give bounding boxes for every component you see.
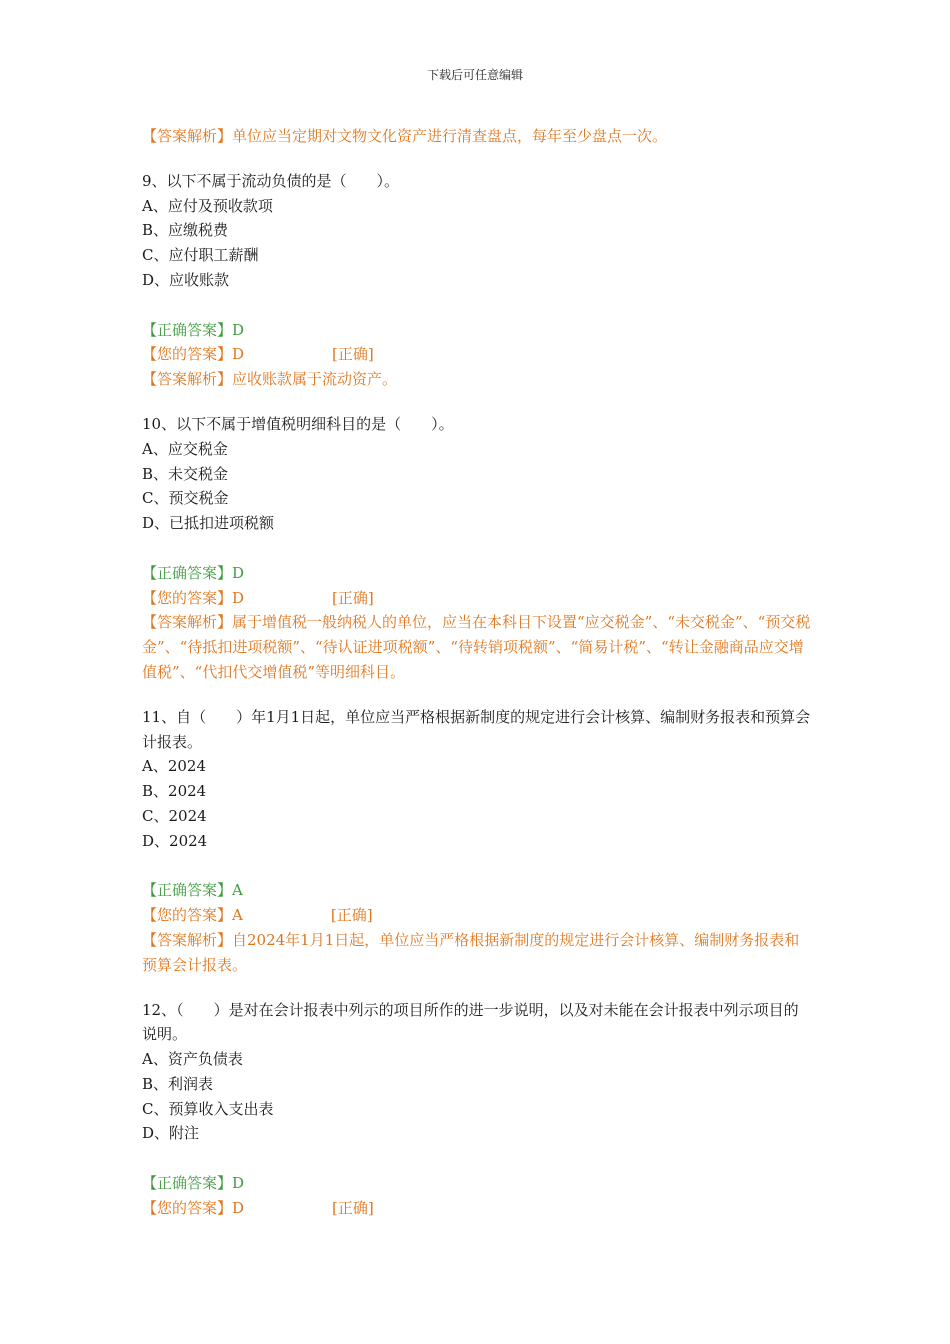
answer-analysis: 【答案解析】自2024年1月1日起，单位应当严格根据新制度的规定进行会计核算、编制财务报表和预算会计报表。 xyxy=(142,930,800,974)
question-block xyxy=(142,169,812,392)
option-c: C、预交税金 xyxy=(142,489,229,508)
question-block xyxy=(142,998,812,1221)
correct-answer: 【正确答案】D xyxy=(142,1174,245,1193)
your-answer-row xyxy=(142,342,812,367)
verdict-badge: [正确] xyxy=(330,906,373,925)
your-answer-row xyxy=(142,903,812,928)
question-block xyxy=(142,412,812,685)
option-a: A、应付及预收款项 xyxy=(142,196,273,215)
your-answer: 【您的答案】D xyxy=(142,345,245,364)
option-a: A、应交税金 xyxy=(142,439,228,458)
option-a: A、资产负债表 xyxy=(142,1050,243,1069)
option-b: B、利润表 xyxy=(142,1074,214,1093)
question-stem: 11、自（ ）年1月1日起，单位应当严格根据新制度的规定进行会计核算、编制财务报表和预算会计报表。 xyxy=(142,707,811,751)
correct-answer: 【正确答案】A xyxy=(142,881,243,900)
your-answer: 【您的答案】D xyxy=(142,588,245,607)
question-block xyxy=(142,705,812,978)
correct-answer: 【正确答案】D xyxy=(142,563,245,582)
your-answer-row xyxy=(142,1196,812,1221)
option-c: C、应付职工薪酬 xyxy=(142,246,259,265)
your-answer: 【您的答案】D xyxy=(142,1198,245,1217)
option-d: D、已抵扣进项税额 xyxy=(142,514,275,533)
your-answer: 【您的答案】A xyxy=(142,906,243,925)
option-d: D、应收账款 xyxy=(142,270,230,289)
correct-answer: 【正确答案】D xyxy=(142,320,245,339)
document-body xyxy=(142,124,812,1221)
option-d: D、2024 xyxy=(142,831,208,850)
option-d: D、附注 xyxy=(142,1124,200,1143)
your-answer-row xyxy=(142,586,812,611)
question-stem: 12、（ ）是对在会计报表中列示的项目所作的进一步说明，以及对未能在会计报表中列示项目的说明。 xyxy=(142,1000,799,1044)
option-c: C、预算收入支出表 xyxy=(142,1099,274,1118)
answer-analysis: 【答案解析】应收账款属于流动资产。 xyxy=(142,370,398,389)
option-c: C、2024 xyxy=(142,806,207,825)
verdict-badge: [正确] xyxy=(332,345,374,364)
answer-analysis: 【答案解析】属于增值税一般纳税人的单位，应当在本科目下设置“应交税金”、“未交税金”、“预交税金”、“待抵扣进项税额”、“待认证进项税额”、“待转销项税额”、“简易计税”、“转让金融商品应交增值税”、“代扣代交增值税”等明细科目。 xyxy=(142,613,811,681)
question-stem: 9、以下不属于流动负债的是（ ）。 xyxy=(142,171,400,190)
option-b: B、未交税金 xyxy=(142,464,229,483)
question-stem: 10、以下不属于增值税明细科目的是（ ）。 xyxy=(142,414,454,433)
answer-analysis: 【答案解析】单位应当定期对文物文化资产进行清查盘点，每年至少盘点一次。 xyxy=(142,127,668,145)
option-b: B、应缴税费 xyxy=(142,221,229,240)
verdict-badge: [正确] xyxy=(332,1198,374,1217)
page-header: 下载后可任意编辑 xyxy=(426,68,523,82)
option-a: A、2024 xyxy=(142,757,207,776)
verdict-badge: [正确] xyxy=(332,588,374,607)
option-b: B、2024 xyxy=(142,782,207,801)
